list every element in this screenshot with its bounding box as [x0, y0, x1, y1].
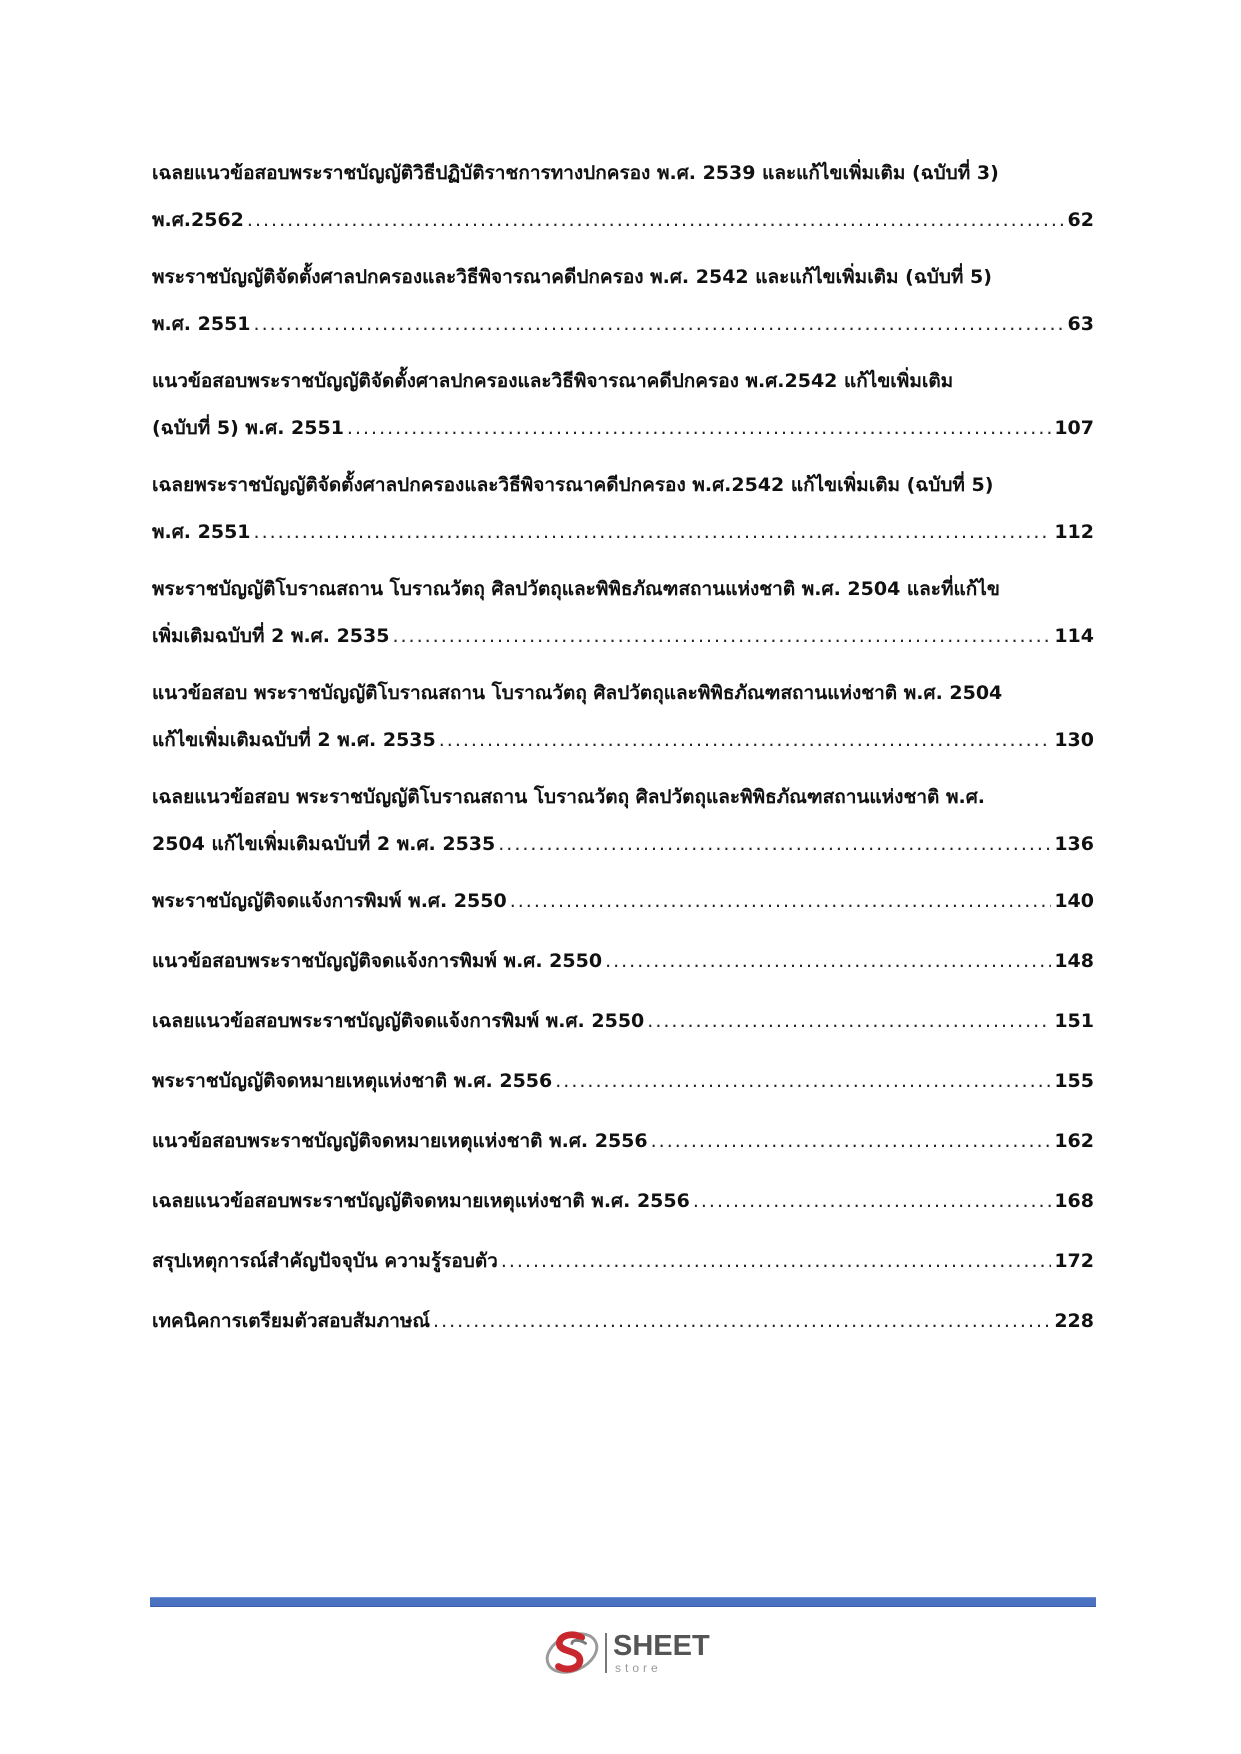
dot-leader	[498, 821, 1051, 868]
toc-page-number: 136	[1054, 833, 1094, 855]
toc-entry-title: แนวข้อสอบพระราชบัญญัติจดหมายเหตุแห่งชาติ พ.ศ. 2556	[152, 1130, 648, 1152]
toc-entry-title: เฉลยแนวข้อสอบ พระราชบัญญัติโบราณสถาน โบราณวัตถุ ศิลปวัตถุและพิพิธภัณฑสถานแห่งชาติ พ.ศ.	[152, 786, 985, 808]
toc-entry-title: แนวข้อสอบ พระราชบัญญัติโบราณสถาน โบราณวัตถุ ศิลปวัตถุและพิพิธภัณฑสถานแห่งชาติ พ.ศ. 2504	[152, 682, 1003, 704]
toc-entry-title: เฉลยแนวข้อสอบพระราชบัญญัติจดหมายเหตุแห่งชาติ พ.ศ. 2556	[152, 1190, 690, 1212]
toc-page-number: 130	[1054, 729, 1094, 751]
dot-leader	[392, 613, 1051, 660]
toc-entry-title: แนวข้อสอบพระราชบัญญัติจัดตั้งศาลปกครองและวิธีพิจารณาคดีปกครอง พ.ศ.2542 แก้ไขเพิ่มเติม	[152, 370, 954, 392]
toc-page-number: 172	[1054, 1250, 1094, 1272]
toc-entry-title-cont: (ฉบับที่ 5) พ.ศ. 2551	[152, 417, 344, 439]
sheet-store-logo	[543, 1622, 723, 1684]
toc-entry[interactable]	[152, 998, 1094, 1045]
dot-leader	[247, 197, 1065, 244]
toc-entry[interactable]	[152, 1298, 1094, 1345]
toc-page-number: 107	[1054, 417, 1094, 439]
toc-entry-title: เทคนิคการเตรียมตัวสอบสัมภาษณ์	[152, 1310, 431, 1332]
toc-entry-title: พระราชบัญญัติจัดตั้งศาลปกครองและวิธีพิจารณาคดีปกครอง พ.ศ. 2542 และแก้ไขเพิ่มเติม (ฉบับที่ 5)	[152, 266, 992, 288]
dot-leader	[347, 405, 1051, 452]
toc-entry[interactable]	[152, 254, 1094, 348]
toc-entry[interactable]	[152, 358, 1094, 452]
dot-leader	[647, 998, 1051, 1045]
toc-page-number: 112	[1054, 521, 1094, 543]
dot-leader	[433, 1298, 1051, 1345]
toc-page-number: 62	[1067, 209, 1094, 231]
logo-text	[613, 1632, 710, 1674]
toc-entry-title: เฉลยแนวข้อสอบพระราชบัญญัติวิธีปฏิบัติราชการทางปกครอง พ.ศ. 2539 และแก้ไขเพิ่มเติม (ฉบับที่ 3)	[152, 162, 999, 184]
toc-page-number: 168	[1054, 1190, 1094, 1212]
toc-entry-title-cont: พ.ศ. 2551	[152, 521, 251, 543]
toc-entry[interactable]	[152, 1178, 1094, 1225]
toc-page-number: 162	[1054, 1130, 1094, 1152]
dot-leader	[693, 1178, 1052, 1225]
toc-entry-title: พระราชบัญญัติจดหมายเหตุแห่งชาติ พ.ศ. 2556	[152, 1070, 553, 1092]
toc-entry-title-cont: พ.ศ.2562	[152, 209, 244, 231]
dot-leader	[651, 1118, 1052, 1165]
toc-page-number: 148	[1054, 950, 1094, 972]
toc-entry[interactable]	[152, 670, 1094, 764]
dot-leader	[501, 1238, 1051, 1285]
toc-entry[interactable]	[152, 566, 1094, 660]
toc-entry[interactable]	[152, 938, 1094, 985]
dot-leader	[254, 301, 1065, 348]
toc-entry-title: สรุปเหตุการณ์สำคัญปัจจุบัน ความรู้รอบตัว	[152, 1250, 498, 1272]
toc-entry-title-cont: พ.ศ. 2551	[152, 313, 251, 335]
toc-page-number: 63	[1067, 313, 1094, 335]
toc-entry[interactable]	[152, 878, 1094, 925]
toc-entry-title-cont: 2504 แก้ไขเพิ่มเติมฉบับที่ 2 พ.ศ. 2535	[152, 833, 496, 855]
toc-page-number: 151	[1054, 1010, 1094, 1032]
dot-leader	[605, 938, 1051, 985]
toc-entry[interactable]	[152, 462, 1094, 556]
toc-entry-title: พระราชบัญญัติโบราณสถาน โบราณวัตถุ ศิลปวัตถุและพิพิธภัณฑสถานแห่งชาติ พ.ศ. 2504 และที่แก้ไข	[152, 578, 1000, 600]
toc-entry[interactable]	[152, 774, 1094, 868]
toc-entry-title: เฉลยแนวข้อสอบพระราชบัญญัติจดแจ้งการพิมพ์ พ.ศ. 2550	[152, 1010, 645, 1032]
toc-entry[interactable]	[152, 1238, 1094, 1285]
toc-page-number: 228	[1054, 1310, 1094, 1332]
toc-entry-title: แนวข้อสอบพระราชบัญญัติจดแจ้งการพิมพ์ พ.ศ. 2550	[152, 950, 603, 972]
logo-divider	[605, 1633, 607, 1673]
dot-leader	[254, 509, 1052, 556]
toc-page-number: 140	[1054, 890, 1094, 912]
dot-leader	[510, 878, 1052, 925]
footer-rule	[150, 1597, 1096, 1607]
logo-subword: store	[615, 1661, 662, 1675]
dot-leader	[439, 717, 1052, 764]
logo-word: SHEET	[613, 1630, 710, 1662]
sheet-store-logo-icon	[543, 1624, 601, 1682]
toc-entry-title-cont: เพิ่มเติมฉบับที่ 2 พ.ศ. 2535	[152, 625, 390, 647]
toc-page-number: 155	[1054, 1070, 1094, 1092]
toc-entry-title: เฉลยพระราชบัญญัติจัดตั้งศาลปกครองและวิธีพิจารณาคดีปกครอง พ.ศ.2542 แก้ไขเพิ่มเติม (ฉบับที่ 5)	[152, 474, 994, 496]
toc-entry[interactable]	[152, 1058, 1094, 1105]
toc-entry[interactable]	[152, 150, 1094, 244]
table-of-contents	[152, 150, 1094, 1358]
dot-leader	[555, 1058, 1051, 1105]
toc-entry-title: พระราชบัญญัติจดแจ้งการพิมพ์ พ.ศ. 2550	[152, 890, 507, 912]
toc-entry[interactable]	[152, 1118, 1094, 1165]
toc-page-number: 114	[1054, 625, 1094, 647]
toc-entry-title-cont: แก้ไขเพิ่มเติมฉบับที่ 2 พ.ศ. 2535	[152, 729, 436, 751]
